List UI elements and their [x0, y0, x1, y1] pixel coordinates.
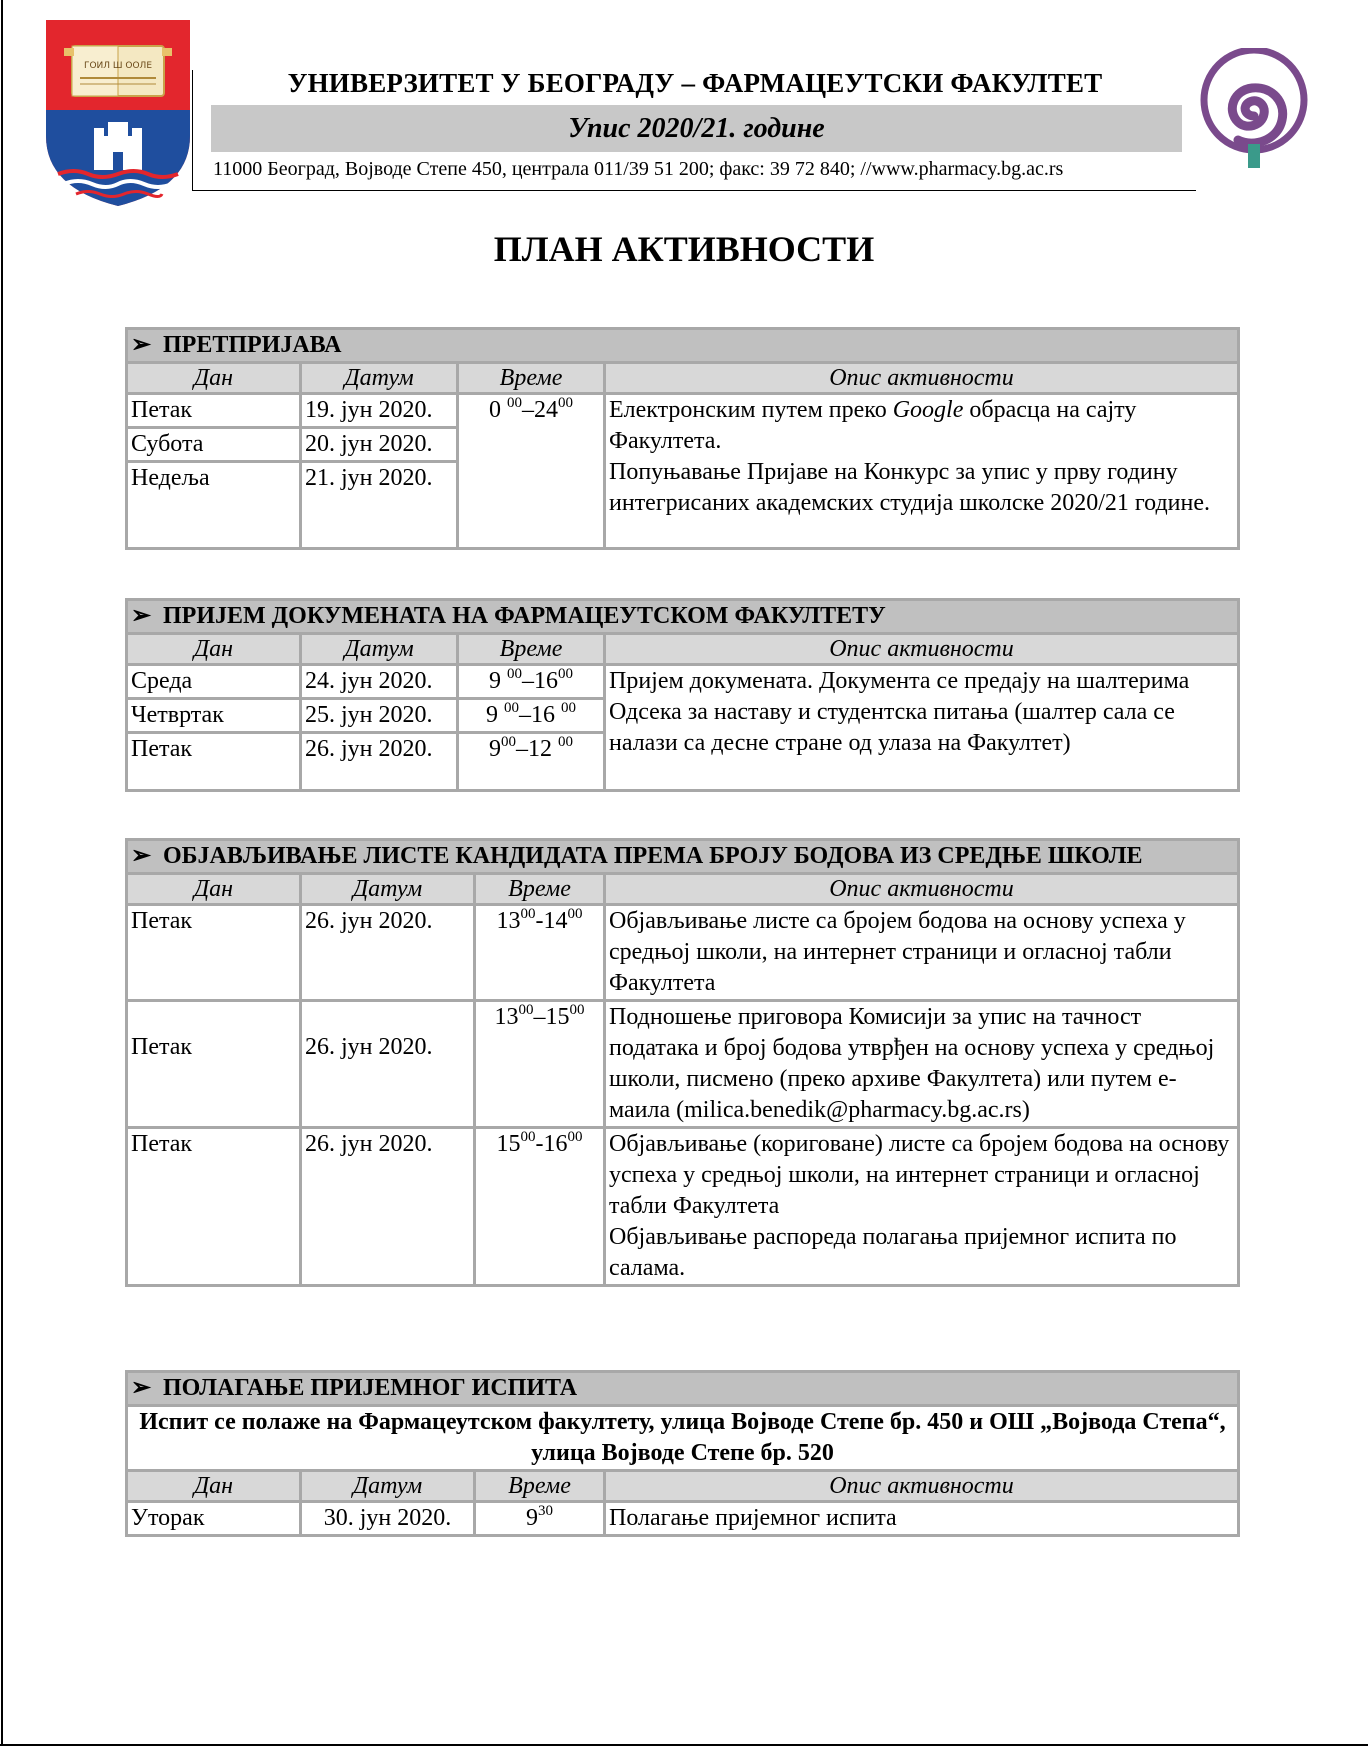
cell-day: Четвртак [127, 699, 301, 733]
chevron-right-icon: ➢ [131, 603, 152, 629]
cell-date: 24. јун 2020. [301, 665, 458, 699]
cell-day: Среда [127, 665, 301, 699]
section-preregistration [125, 327, 1237, 550]
table-row [127, 1502, 1239, 1536]
section-entrance-exam [125, 1370, 1237, 1537]
chevron-right-icon: ➢ [131, 843, 152, 869]
col-description: Опис активности [605, 363, 1239, 394]
section-header: ➢ ПРИЈЕМ ДОКУМЕНАТА НА ФАРМАЦЕУТСКОМ ФАКУЛТЕТУ [127, 600, 1239, 634]
col-date: Датум [301, 874, 475, 905]
cell-description: Подношење приговора Комисији за упис на тачност података и број бодова утврђен на основу успеха у средњој школи, писмено (преко архиве Факултета) или путем е-маила (milica.benedik@pharmacy.bg.ac.rs) [605, 1001, 1239, 1128]
col-day: Дан [127, 874, 301, 905]
cell-description: Објављивање (кориговане) листе са бројем бодова на основу успеха у средњој школи, на интернет страници и огласној табли Факултета Објављивање распореда полагања пријемног испита по салама. [605, 1128, 1239, 1286]
document-title: ПЛАН АКТИВНОСТИ [493, 229, 875, 269]
chevron-right-icon: ➢ [131, 332, 152, 358]
column-header-row [127, 634, 1239, 665]
section-document-submission [125, 598, 1237, 792]
chevron-right-icon: ➢ [131, 1375, 152, 1401]
col-time: Време [475, 1471, 605, 1502]
cell-description: Објављивање листе са бројем бодова на основу успеха у средњој школи, на интернет страници и огласној табли Факултета [605, 905, 1239, 1001]
col-date: Датум [301, 363, 458, 394]
cell-date: 26. јун 2020. [301, 1001, 475, 1128]
cell-day: Петак [127, 1001, 301, 1128]
svg-text:ГОИЛ Ш ООЛЕ: ГОИЛ Ш ООЛЕ [83, 61, 153, 71]
header-rule-vertical [192, 70, 193, 191]
column-header-row [127, 874, 1239, 905]
enrollment-year-banner: Упис 2020/21. године [211, 105, 1182, 152]
cell-day: Петак [127, 733, 301, 791]
faculty-address: 11000 Београд, Војводе Степе 450, централа 011/39 51 200; факс: 39 72 840; //www.pharmacy.bg.ac.rs [213, 158, 1064, 180]
cell-day: Недеља [127, 462, 301, 549]
table-row [127, 394, 1239, 428]
cell-time: $13^{00}-15^{00}$ [475, 1001, 605, 1128]
cell-description: Електронским путем преко Google обрасца на сајту Факултета. Попуњавање Пријаве на Конкурс за упис у прву годину интегрисаних академских студија школске 2020/21 године. [605, 394, 1239, 549]
cell-date: 26. јун 2020. [301, 733, 458, 791]
preregistration-table [125, 327, 1240, 550]
document-submission-table [125, 598, 1240, 792]
cell-time: $13^{00}-14^{00}$ [475, 905, 605, 1001]
table-row [127, 665, 1239, 699]
col-day: Дан [127, 1471, 301, 1502]
entrance-exam-table [125, 1370, 1240, 1537]
col-description: Опис активности [605, 1471, 1239, 1502]
col-description: Опис активности [605, 874, 1239, 905]
candidate-list-table [125, 838, 1240, 1287]
university-title: УНИВЕРЗИТЕТ У БЕОГРАДУ – ФАРМАЦЕУТСКИ ФАКУЛТЕТ [287, 68, 1103, 98]
cell-description: Полагање пријемног испита [605, 1502, 1239, 1536]
cell-day: Субота [127, 428, 301, 462]
exam-location-note: Испит се полаже на Фармацеутском факултету, улица Војводе Степе бр. 450 и ОШ „Војвода Степа“, улица Војводе Степе бр. 520 [127, 1406, 1239, 1471]
cell-date: 21. јун 2020. [301, 462, 458, 549]
table-row [127, 905, 1239, 1001]
faculty-spiral-logo [1196, 48, 1312, 170]
cell-time: $9^{00}-12$ $^{00}$ [458, 733, 605, 791]
cell-date: 20. јун 2020. [301, 428, 458, 462]
col-time: Време [458, 634, 605, 665]
cell-day: Петак [127, 905, 301, 1001]
col-date: Датум [301, 634, 458, 665]
cell-date: 19. јун 2020. [301, 394, 458, 428]
cell-date: 26. јун 2020. [301, 1128, 475, 1286]
university-crest-logo [44, 18, 192, 208]
section-candidate-list [125, 838, 1237, 1287]
cell-date: 26. јун 2020. [301, 905, 475, 1001]
col-day: Дан [127, 634, 301, 665]
cell-date: 25. јун 2020. [301, 699, 458, 733]
cell-date: 30. јун 2020. [301, 1502, 475, 1536]
cell-time: 0 $^{00}-24^{00}$ [458, 394, 605, 549]
table-row [127, 1001, 1239, 1128]
header-rule-horizontal [192, 190, 1196, 191]
section-header: ➢ ПОЛАГАЊЕ ПРИЈЕМНОГ ИСПИТА [127, 1372, 1239, 1406]
column-header-row [127, 363, 1239, 394]
col-date: Датум [301, 1471, 475, 1502]
cell-time: 9 $^{00}$–16 $^{00}$ [458, 699, 605, 733]
column-header-row [127, 1471, 1239, 1502]
cell-description: Пријем докумената. Документа се предају на шалтерима Одсека за наставу и студентска питања (шалтер сала се налази са десне стране од улаза на Факултет) [605, 665, 1239, 791]
col-time: Време [475, 874, 605, 905]
cell-time: 9 $^{00}-16^{00}$ [458, 665, 605, 699]
section-header: ➢ ОБЈАВЉИВАЊЕ ЛИСТЕ КАНДИДАТА ПРЕМА БРОЈУ БОДОВА ИЗ СРЕДЊЕ ШКОЛЕ [127, 840, 1239, 874]
col-day: Дан [127, 363, 301, 394]
cell-day: Уторак [127, 1502, 301, 1536]
section-header: ➢ ПРЕТПРИЈАВА [127, 329, 1239, 363]
col-time: Време [458, 363, 605, 394]
cell-day: Петак [127, 394, 301, 428]
cell-time: $15^{00}-16^{00}$ [475, 1128, 605, 1286]
table-row [127, 1128, 1239, 1286]
cell-time: $9^{30}$ [475, 1502, 605, 1536]
col-description: Опис активности [605, 634, 1239, 665]
cell-day: Петак [127, 1128, 301, 1286]
